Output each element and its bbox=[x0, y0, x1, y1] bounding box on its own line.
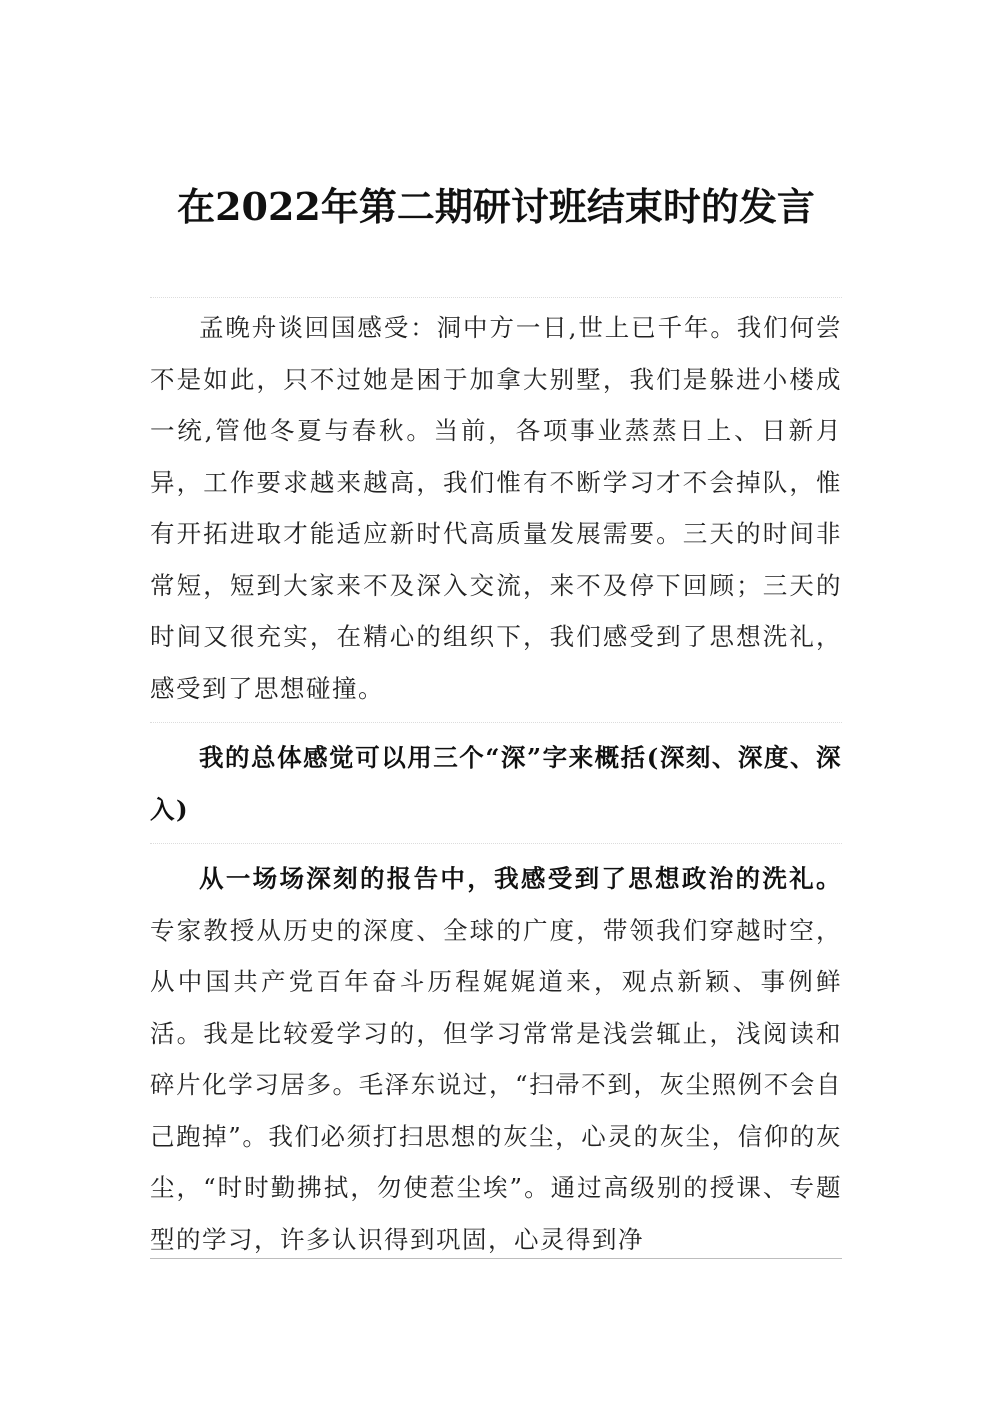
paragraph-intro: 孟晚舟谈回国感受：洞中方一日,世上已千年。我们何尝不是如此，只不过她是困于加拿大别墅，我们是躲进小楼成一统,管他冬夏与春秋。当前，各项事业蒸蒸日上、日新月异，工作要求越来越高，我们惟有不断学习才不会掉队，惟有开拓进取才能适应新时代高质量发展需要。三天的时间非常短，短到大家来不及深入交流，来不及停下回顾；三天的时间又很充实，在精心的组织下，我们感受到了思想洗礼，感受到了思想碰撞。 bbox=[150, 313, 842, 703]
paragraph-summary-heading: 我的总体感觉可以用三个“深”字来概括(深刻、深度、深入) bbox=[150, 743, 842, 824]
document-title: 在2022年第二期研讨班结束时的发言 bbox=[177, 184, 815, 230]
document-body bbox=[150, 298, 842, 1265]
paragraph-reports-lead: 从一场场深刻的报告中，我感受到了思想政治的洗礼。 bbox=[199, 864, 842, 893]
paragraph-reports bbox=[150, 853, 842, 1265]
paragraph-reports-text: 专家教授从历史的深度、全球的广度，带领我们穿越时空，从中国共产党百年奋斗历程娓娓道来，观点新颖、事例鲜活。我是比较爱学习的，但学习常常是浅尝辄止，浅阅读和碎片化学习居多。毛泽东说过，“扫帚不到，灰尘照例不会自己跑掉”。我们必须打扫思想的灰尘，心灵的灰尘，信仰的灰尘，“时时勤拂拭，勿使惹尘埃”。通过高级别的授课、专题型的学习，许多认识得到巩固，心灵得到净 bbox=[150, 915, 842, 1254]
bottom-divider bbox=[150, 1258, 842, 1259]
